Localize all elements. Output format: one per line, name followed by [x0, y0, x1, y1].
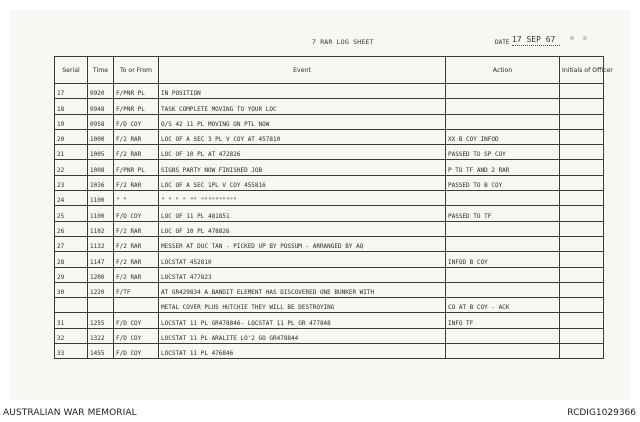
date-label: DATE	[495, 39, 510, 46]
initials-cell	[560, 99, 604, 114]
event-cell: LOCSTAT 11 PL ARALITE LO'2 GO GR478844	[159, 328, 446, 343]
action-cell	[446, 236, 560, 251]
serial-cell: 17	[55, 84, 88, 99]
event-cell: " " " " "" """"""""""	[159, 191, 446, 206]
log-row	[55, 114, 604, 129]
action-cell	[446, 282, 560, 297]
serial-cell: 31	[55, 313, 88, 328]
event-cell: LOCSTAT 477823	[159, 267, 446, 282]
serial-cell: 25	[55, 206, 88, 221]
to-from-cell: " "	[114, 191, 159, 206]
initials-cell	[560, 328, 604, 343]
event-cell: LOCSTAT 11 PL 476846	[159, 344, 446, 359]
serial-cell: 18	[55, 99, 88, 114]
date-value: 17 SEP 67	[512, 35, 556, 44]
log-table-body	[55, 84, 604, 359]
event-cell: SIGNS PARTY NOW FINISHED JOB	[159, 160, 446, 175]
time-cell: 1008	[88, 160, 114, 175]
serial-cell: 23	[55, 175, 88, 190]
action-cell: INFO TF	[446, 313, 560, 328]
log-row	[55, 84, 604, 99]
initials-cell	[560, 313, 604, 328]
log-row	[55, 221, 604, 236]
to-from-cell: F/PNR PL	[114, 99, 159, 114]
serial-cell: 29	[55, 267, 88, 282]
serial-cell: 20	[55, 129, 88, 144]
initials-cell	[560, 252, 604, 267]
serial-cell: 27	[55, 236, 88, 251]
col-header-to-from: To or From	[114, 57, 159, 84]
log-sheet-title: 7 RAR LOG SHEET	[312, 38, 374, 46]
action-cell: PASSED TO B COY	[446, 175, 560, 190]
initials-cell	[560, 282, 604, 297]
log-row	[55, 282, 604, 297]
initials-cell	[560, 84, 604, 99]
col-header-time: Time	[88, 57, 114, 84]
initials-cell	[560, 191, 604, 206]
event-cell: LOC OF 11 PL 481851	[159, 206, 446, 221]
time-cell: 1455	[88, 344, 114, 359]
log-row	[55, 191, 604, 206]
log-row	[55, 344, 604, 359]
serial-cell: 22	[55, 160, 88, 175]
event-cell: LOC OF A SEC 1PL V COY 455816	[159, 175, 446, 190]
to-from-cell	[114, 298, 159, 313]
serial-cell: 28	[55, 252, 88, 267]
event-cell: IN POSITION	[159, 84, 446, 99]
to-from-cell: F/2 RAR	[114, 145, 159, 160]
footer-record-id: RCDIG1029366	[567, 408, 636, 418]
serial-cell: 24	[55, 191, 88, 206]
initials-cell	[560, 344, 604, 359]
log-row	[55, 206, 604, 221]
event-cell: AT GR429834 A BANDIT ELEMENT HAS DISCOVERED ONE BUNKER WITH	[159, 282, 446, 297]
log-table	[54, 56, 613, 359]
serial-cell: 26	[55, 221, 88, 236]
time-cell: 0958	[88, 114, 114, 129]
initials-cell	[560, 298, 604, 313]
log-row	[55, 175, 604, 190]
log-row	[55, 145, 604, 160]
initials-cell	[560, 160, 604, 175]
event-cell: O/S 42 11 PL MOVING ON PTL NOW	[159, 114, 446, 129]
log-row	[55, 252, 604, 267]
initials-cell	[560, 129, 604, 144]
col-header-initials: Initials of Officer	[560, 57, 604, 84]
initials-cell	[560, 145, 604, 160]
serial-cell	[55, 298, 88, 313]
log-row	[55, 298, 604, 313]
to-from-cell: F/2 RAR	[114, 267, 159, 282]
action-cell	[446, 191, 560, 206]
event-cell: LOC OF 10 PL 478826	[159, 221, 446, 236]
action-cell	[446, 99, 560, 114]
action-cell	[446, 221, 560, 236]
log-row	[55, 267, 604, 282]
log-row	[55, 160, 604, 175]
log-row	[55, 313, 604, 328]
event-cell: LOC OF A SEC 3 PL V COY AT 457810	[159, 129, 446, 144]
serial-cell: 33	[55, 344, 88, 359]
action-cell: PASSED TO TF	[446, 206, 560, 221]
event-cell: LOC OF 10 PL AT 472826	[159, 145, 446, 160]
initials-cell	[560, 206, 604, 221]
to-from-cell: F/2 RAR	[114, 175, 159, 190]
to-from-cell: F/D COY	[114, 313, 159, 328]
time-cell: 0920	[88, 84, 114, 99]
punch-hole-left	[570, 36, 574, 40]
time-cell: 1036	[88, 175, 114, 190]
log-row	[55, 328, 604, 343]
event-cell: LOCSTAT 452810	[159, 252, 446, 267]
time-cell: 0948	[88, 99, 114, 114]
action-cell: P TO TF AND 2 RAR	[446, 160, 560, 175]
footer-credit: AUSTRALIAN WAR MEMORIAL	[3, 408, 137, 418]
to-from-cell: F/D COY	[114, 328, 159, 343]
event-cell: LOCSTAT 11 PL GR478846- LOCSTAT 11 PL GR 477848	[159, 313, 446, 328]
to-from-cell: F/2 RAR	[114, 129, 159, 144]
to-from-cell: F/D COY	[114, 206, 159, 221]
col-header-serial: Serial	[55, 57, 88, 84]
serial-cell: 32	[55, 328, 88, 343]
log-row	[55, 99, 604, 114]
log-row	[55, 236, 604, 251]
time-cell: 1220	[88, 282, 114, 297]
action-cell	[446, 84, 560, 99]
action-cell: CO AT B COY - ACK	[446, 298, 560, 313]
serial-cell: 19	[55, 114, 88, 129]
time-cell: 1005	[88, 145, 114, 160]
time-cell: 1147	[88, 252, 114, 267]
time-cell: 1255	[88, 313, 114, 328]
punch-hole-right	[583, 36, 587, 40]
time-cell: 1132	[88, 236, 114, 251]
serial-cell: 21	[55, 145, 88, 160]
event-cell: MESSER AT DUC TAN - PICKED UP BY POSSUM - ARRANGED BY AQ	[159, 236, 446, 251]
col-header-event: Event	[159, 57, 446, 84]
time-cell: 1322	[88, 328, 114, 343]
to-from-cell: F/PNR PL	[114, 160, 159, 175]
time-cell: 1200	[88, 267, 114, 282]
action-cell	[446, 344, 560, 359]
to-from-cell: F/TF	[114, 282, 159, 297]
initials-cell	[560, 114, 604, 129]
time-cell: 1100	[88, 206, 114, 221]
initials-cell	[560, 267, 604, 282]
to-from-cell: F/2 RAR	[114, 221, 159, 236]
serial-cell: 30	[55, 282, 88, 297]
to-from-cell: F/2 RAR	[114, 236, 159, 251]
initials-cell	[560, 221, 604, 236]
to-from-cell: F/D COY	[114, 344, 159, 359]
initials-cell	[560, 236, 604, 251]
col-header-action: Action	[446, 57, 560, 84]
action-cell: XX B COY INFOD	[446, 129, 560, 144]
action-cell	[446, 267, 560, 282]
time-cell: 1100	[88, 191, 114, 206]
action-cell	[446, 114, 560, 129]
time-cell: 1102	[88, 221, 114, 236]
log-row	[55, 129, 604, 144]
time-cell	[88, 298, 114, 313]
to-from-cell: F/D COY	[114, 114, 159, 129]
action-cell	[446, 328, 560, 343]
action-cell: INFOD B COY	[446, 252, 560, 267]
event-cell: METAL COVER PLUS HUTCHIE THEY WILL BE DESTROYING	[159, 298, 446, 313]
time-cell: 1000	[88, 129, 114, 144]
action-cell: PASSED TO SP COY	[446, 145, 560, 160]
initials-cell	[560, 175, 604, 190]
event-cell: TASK COMPLETE MOVING TO YOUR LOC	[159, 99, 446, 114]
log-table-header	[55, 57, 604, 84]
date-underline	[512, 45, 560, 46]
to-from-cell: F/PNR PL	[114, 84, 159, 99]
to-from-cell: F/2 RAR	[114, 252, 159, 267]
